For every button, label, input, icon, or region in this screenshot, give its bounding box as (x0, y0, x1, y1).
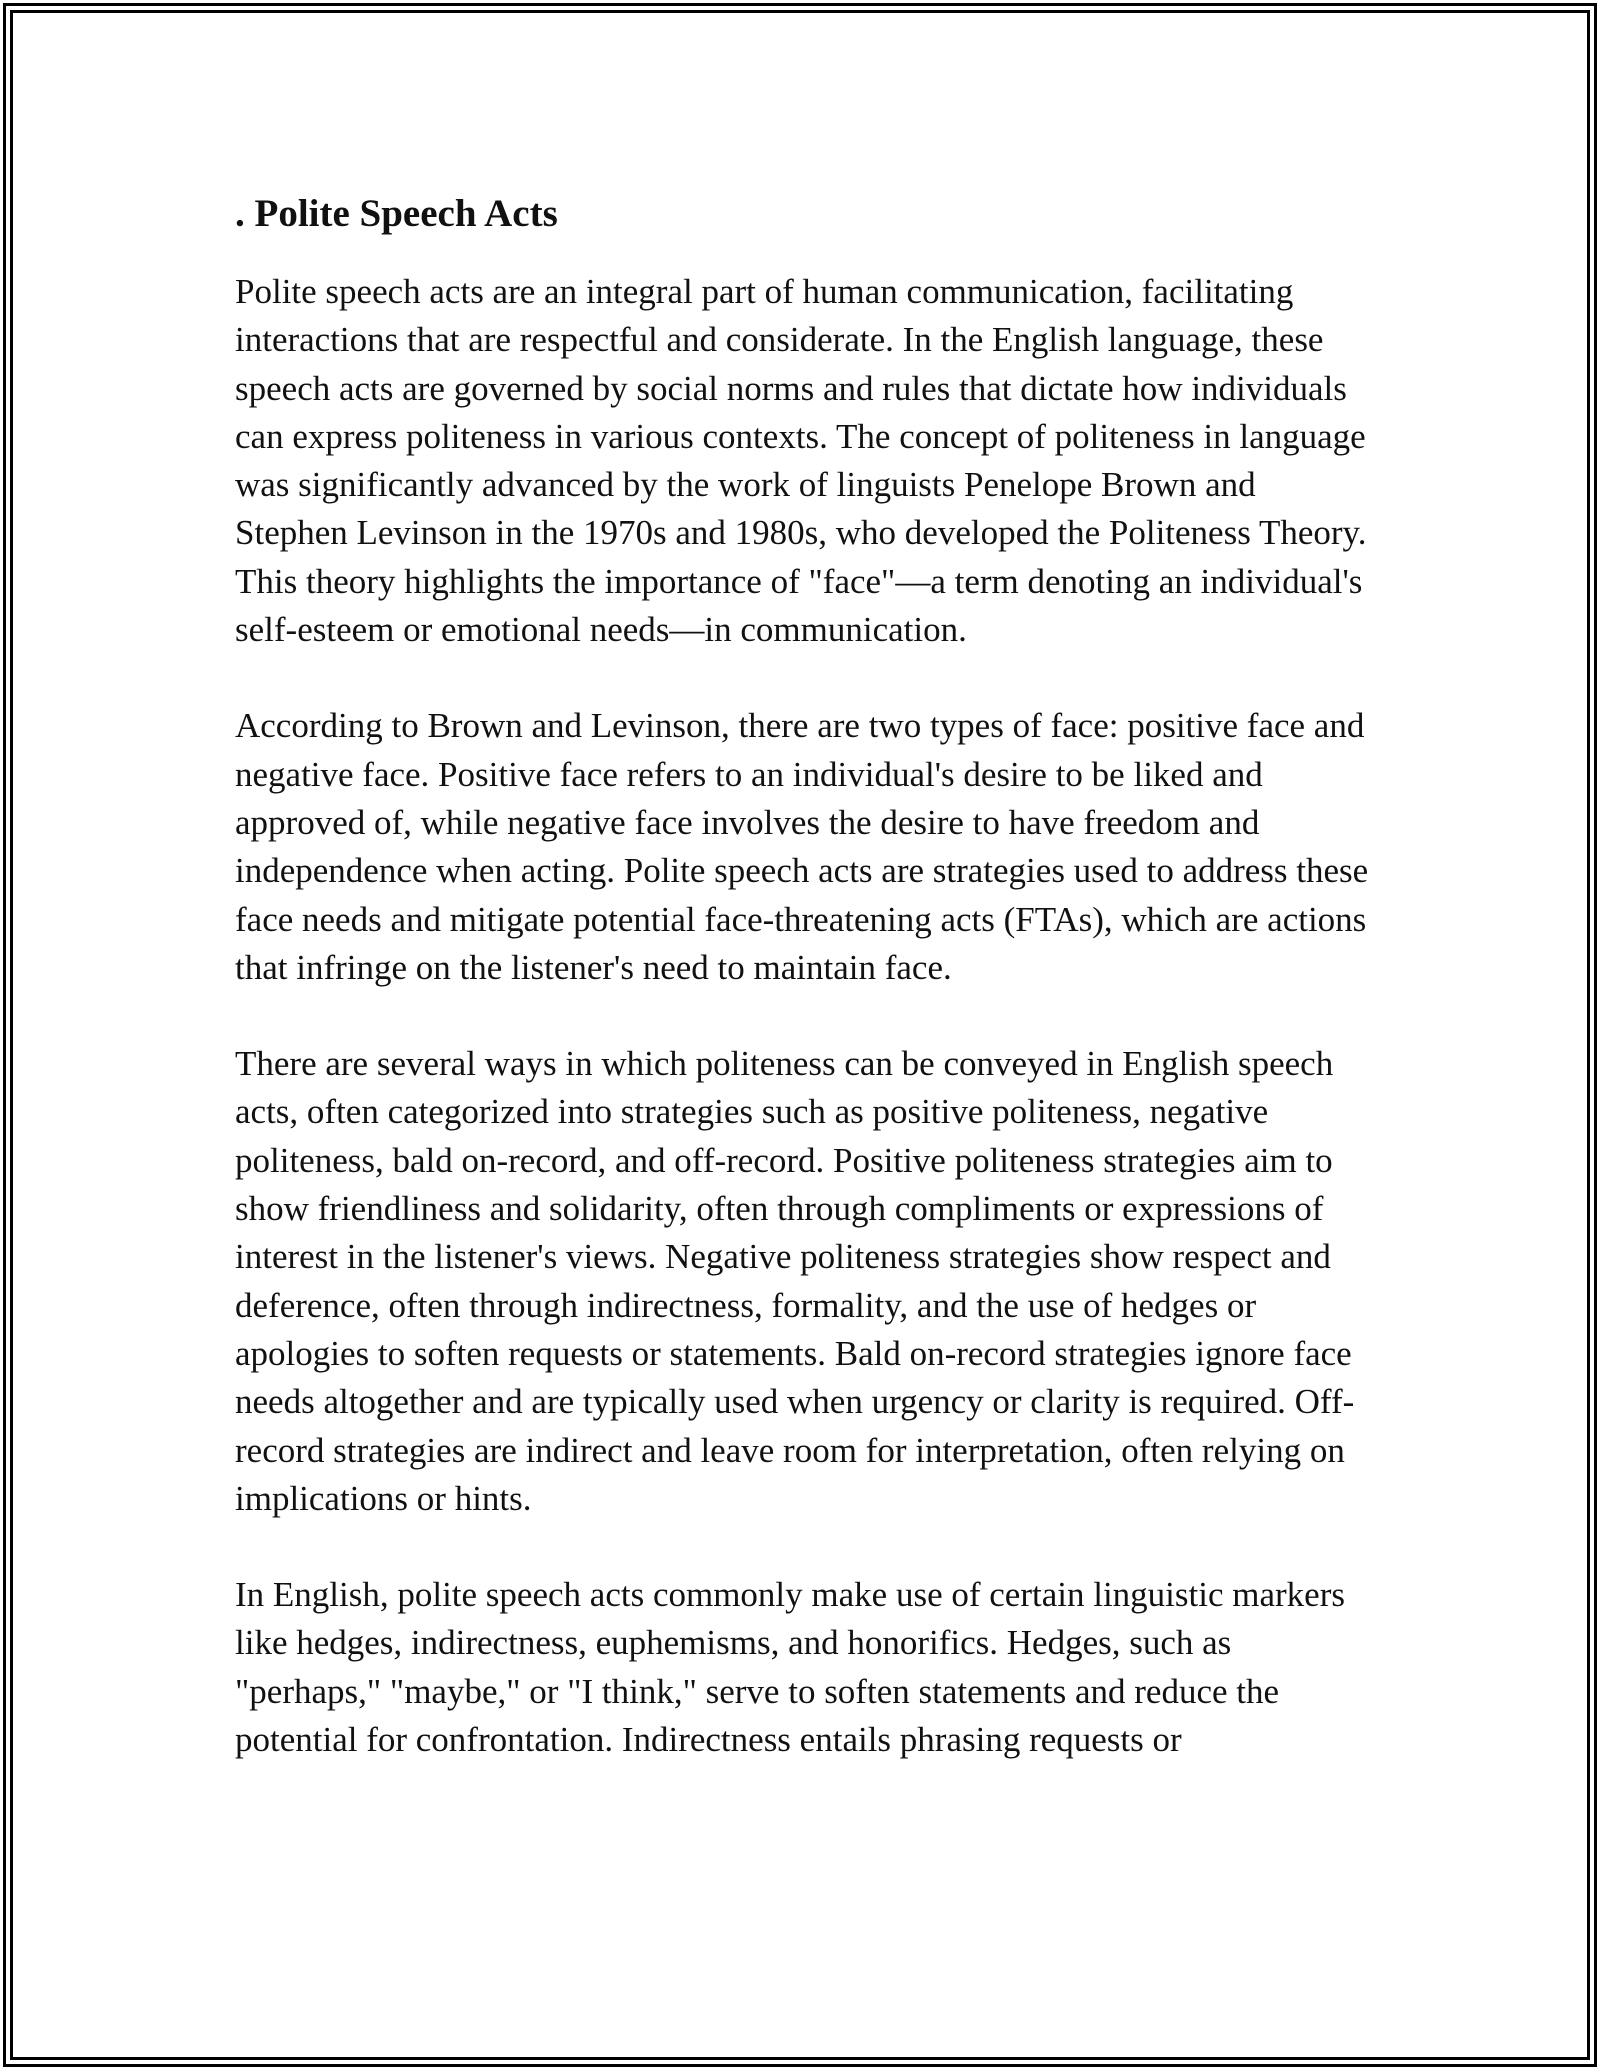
paragraph-politeness-strategies: There are several ways in which politeness can be conveyed in English speech acts, often categorized into strategies such as positive politeness, negative politeness, bald on-record, and off-record. Positive politeness strategies aim to show friendliness and solidarity, often through compliments or expressions of interest in the listener's views. Negative politeness strategies show respect and deference, often through indirectness, formality, and the use of hedges or apologies to soften requests or statements. Bald on-record strategies ignore face needs altogether and are typically used when urgency or clarity is required. Off-record strategies are indirect and leave room for interpretation, often relying on implications or hints. (235, 1044, 1355, 1518)
paragraph-politeness-theory: Polite speech acts are an integral part of human communication, facilitating interactions that are respectful and considerate. In the English language, these speech acts are governed by social norms and rules that dictate how individuals can express politeness in various contexts. The concept of politeness in language was significantly advanced by the work of linguists Penelope Brown and Stephen Levinson in the 1970s and 1980s, who developed the Politeness Theory. This theory highlights the importance of "face"—a term denoting an individual's self-esteem or emotional needs—in communication. (235, 272, 1367, 650)
paragraph-types-of-face: According to Brown and Levinson, there are two types of face: positive face and negative face. Positive face refers to an individual's desire to be liked and approved of, while negative face involves the desire to have freedom and independence when acting. Polite speech acts are strategies used to address these face needs and mitigate potential face-threatening acts (FTAs), which are actions that infringe on the listener's need to maintain face. (235, 706, 1369, 987)
paragraph-linguistic-markers: In English, polite speech acts commonly make use of certain linguistic markers like hedges, indirectness, euphemisms, and honorifics. Hedges, such as "perhaps," "maybe," or "I think," serve to soften statements and reduce the potential for confrontation. Indirectness entails phrasing requests or (235, 1575, 1345, 1760)
document-body (235, 186, 1375, 1812)
section-heading: . Polite Speech Acts (235, 192, 558, 235)
